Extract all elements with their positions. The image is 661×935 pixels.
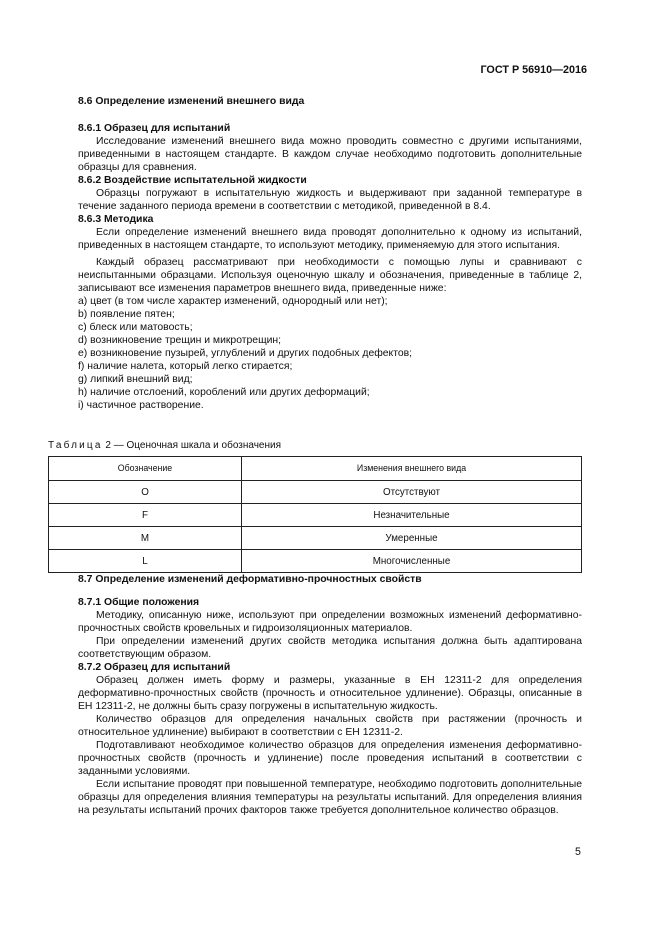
list-item: i) частичное растворение.: [78, 400, 204, 411]
paragraph: Если испытание проводят при повышенной температуре, необходимо подготовить дополнительные образцы для определения влияния температуры на результаты испытаний. Для определения влияния на результаты испытаний прочих факторов также требуется дополнительное количество образцов.: [78, 779, 582, 816]
table-row: [49, 481, 582, 504]
table-header-row: [49, 457, 582, 481]
section-title: 8.7 Определение изменений деформативно-прочностных свойств: [78, 574, 422, 585]
table-cell-symbol: M: [49, 527, 242, 550]
list-item: b) появление пятен;: [78, 309, 175, 320]
section-8-7: [78, 573, 582, 817]
paragraph: Образец должен иметь форму и размеры, указанные в ЕН 12311-2 для определения деформативно-прочностных свойств (прочность и относительное удлинение). Образцы, описанные в ЕН 12311-2, не должны быть сразу погружены в испытательную жидкость.: [78, 675, 582, 712]
table-cell-description: Отсутствуют: [242, 481, 582, 504]
list-item: f) наличие налета, который легко стирается;: [78, 361, 293, 372]
table-cell-description: Многочисленные: [242, 550, 582, 573]
list-item: g) липкий внешний вид;: [78, 374, 193, 385]
subsection-title-8-6-1: 8.6.1 Образец для испытаний: [78, 123, 231, 134]
table-cell-description: Умеренные: [242, 527, 582, 550]
table-cell-description: Незначительные: [242, 504, 582, 527]
table-row: [49, 550, 582, 573]
paragraph: Исследование изменений внешнего вида можно проводить совместно с другими испытаниями, приведенными в настоящем стандарте. В каждом случае необходимо подготовить дополнительные образцы для сравнения.: [78, 136, 582, 173]
paragraph: Методику, описанную ниже, используют при определении возможных изменений деформативно-прочностных свойств кровельных и гидроизоляционных материалов.: [78, 610, 582, 634]
table-2: [48, 456, 582, 573]
table-cell-symbol: F: [49, 504, 242, 527]
table-row: [49, 527, 582, 550]
paragraph: Подготавливают необходимое количество образцов для определения изменения деформативно-прочностных свойств (прочность и удлинение) после проведения испытаний в соответствии с заданными условиями.: [78, 740, 582, 777]
list-item: d) возникновение трещин и микротрещин;: [78, 335, 282, 346]
paragraph: Каждый образец рассматривают при необходимости с помощью лупы и сравнивают с неиспытанными образцами. Используя оценочную шкалу и обозначения, приведенные в таблице 2, записывают все изменения параметров внешнего вида, приведенные ниже:: [78, 257, 582, 294]
table-caption-text: 2 — Оценочная шкала и обозначения: [102, 440, 282, 451]
column-header: Обозначение: [49, 457, 242, 481]
table-caption-label: Таблица: [48, 440, 103, 451]
paragraph: Образцы погружают в испытательную жидкость и выдерживают при заданной температуре в течение заданного периода времени в соответствии с методикой, приведенной в 8.4.: [78, 188, 582, 212]
document-code: ГОСТ Р 56910—2016: [480, 64, 587, 76]
page-number: 5: [575, 846, 581, 858]
section-8-6: [78, 95, 582, 412]
list-item: c) блеск или матовость;: [78, 322, 193, 333]
table-caption: [48, 439, 281, 452]
list-item: a) цвет (в том числе характер изменений, однородный или нет);: [78, 296, 388, 307]
subsection-title-8-6-3: 8.6.3 Методика: [78, 214, 154, 225]
subsection-title-8-7-2: 8.7.2 Образец для испытаний: [78, 662, 231, 673]
column-header: Изменения внешнего вида: [242, 457, 582, 481]
list-item: e) возникновение пузырей, углублений и других подобных дефектов;: [78, 348, 413, 359]
paragraph: Количество образцов для определения начальных свойств при растяжении (прочность и относительное удлинение) выбирают в соответствии с ЕН 12311-2.: [78, 714, 582, 738]
list-item: h) наличие отслоений, короблений или других деформаций;: [78, 387, 370, 398]
section-title: 8.6 Определение изменений внешнего вида: [78, 96, 305, 107]
paragraph: При определении изменений других свойств методика испытания должна быть адаптирована соответствующим образом.: [78, 636, 582, 660]
table-cell-symbol: O: [49, 481, 242, 504]
table-cell-symbol: L: [49, 550, 242, 573]
table-row: [49, 504, 582, 527]
subsection-title-8-6-2: 8.6.2 Воздействие испытательной жидкости: [78, 175, 307, 186]
subsection-title-8-7-1: 8.7.1 Общие положения: [78, 597, 200, 608]
paragraph: Если определение изменений внешнего вида проводят дополнительно к одному из испытаний, приведенных в настоящем стандарте, то используют методику, применяемую для этого испытания.: [78, 227, 582, 251]
